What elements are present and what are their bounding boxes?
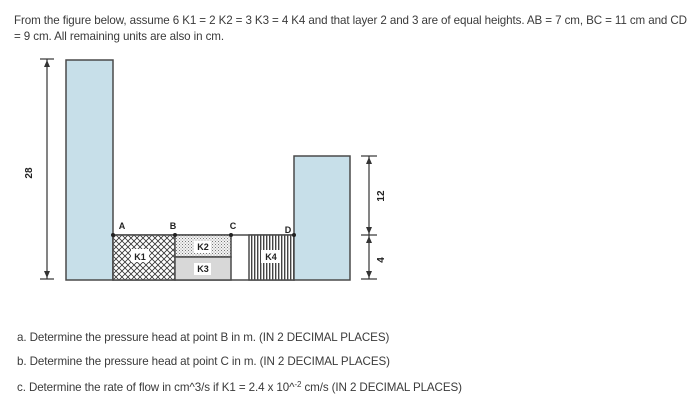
dimension-left-label: 28 — [24, 167, 35, 179]
point-d-label: D — [284, 225, 292, 235]
question-a: a. Determine the pressure head at point B in m. (IN 2 DECIMAL PLACES) — [17, 331, 390, 344]
question-c-exponent: -2 — [294, 380, 302, 389]
label-k1: K1 — [134, 252, 146, 262]
question-c-units: cm/s (IN 2 DECIMAL PLACES) — [301, 381, 462, 394]
right-water-column — [294, 156, 350, 280]
point-c-label: C — [229, 221, 237, 231]
question-c — [17, 380, 462, 394]
left-water-column — [66, 60, 113, 280]
dimension-right-top-label: 12 — [376, 190, 387, 202]
point-a-label: A — [118, 221, 126, 231]
dimension-right-bottom-label: 4 — [376, 257, 387, 263]
problem-statement: From the figure below, assume 6 K1 = 2 K2 = 3 K3 = 4 K4 and that layer 2 and 3 are of equal heights. AB = 7 cm, BC = 11 cm and CD = 9 cm. All remaining units are also in cm. — [14, 14, 687, 43]
label-k4: K4 — [265, 252, 277, 262]
point-b-label: B — [169, 221, 177, 231]
question-c-text: c. Determine the rate of flow in cm^3/s if K1 = 2.4 x 10^ — [17, 381, 295, 394]
label-k3: K3 — [197, 264, 209, 274]
dimension-left — [40, 59, 54, 279]
dimension-right — [361, 156, 377, 279]
question-b: b. Determine the pressure head at point C in m. (IN 2 DECIMAL PLACES) — [17, 355, 390, 368]
permeameter-figure — [20, 55, 410, 290]
label-k2: K2 — [197, 242, 209, 252]
